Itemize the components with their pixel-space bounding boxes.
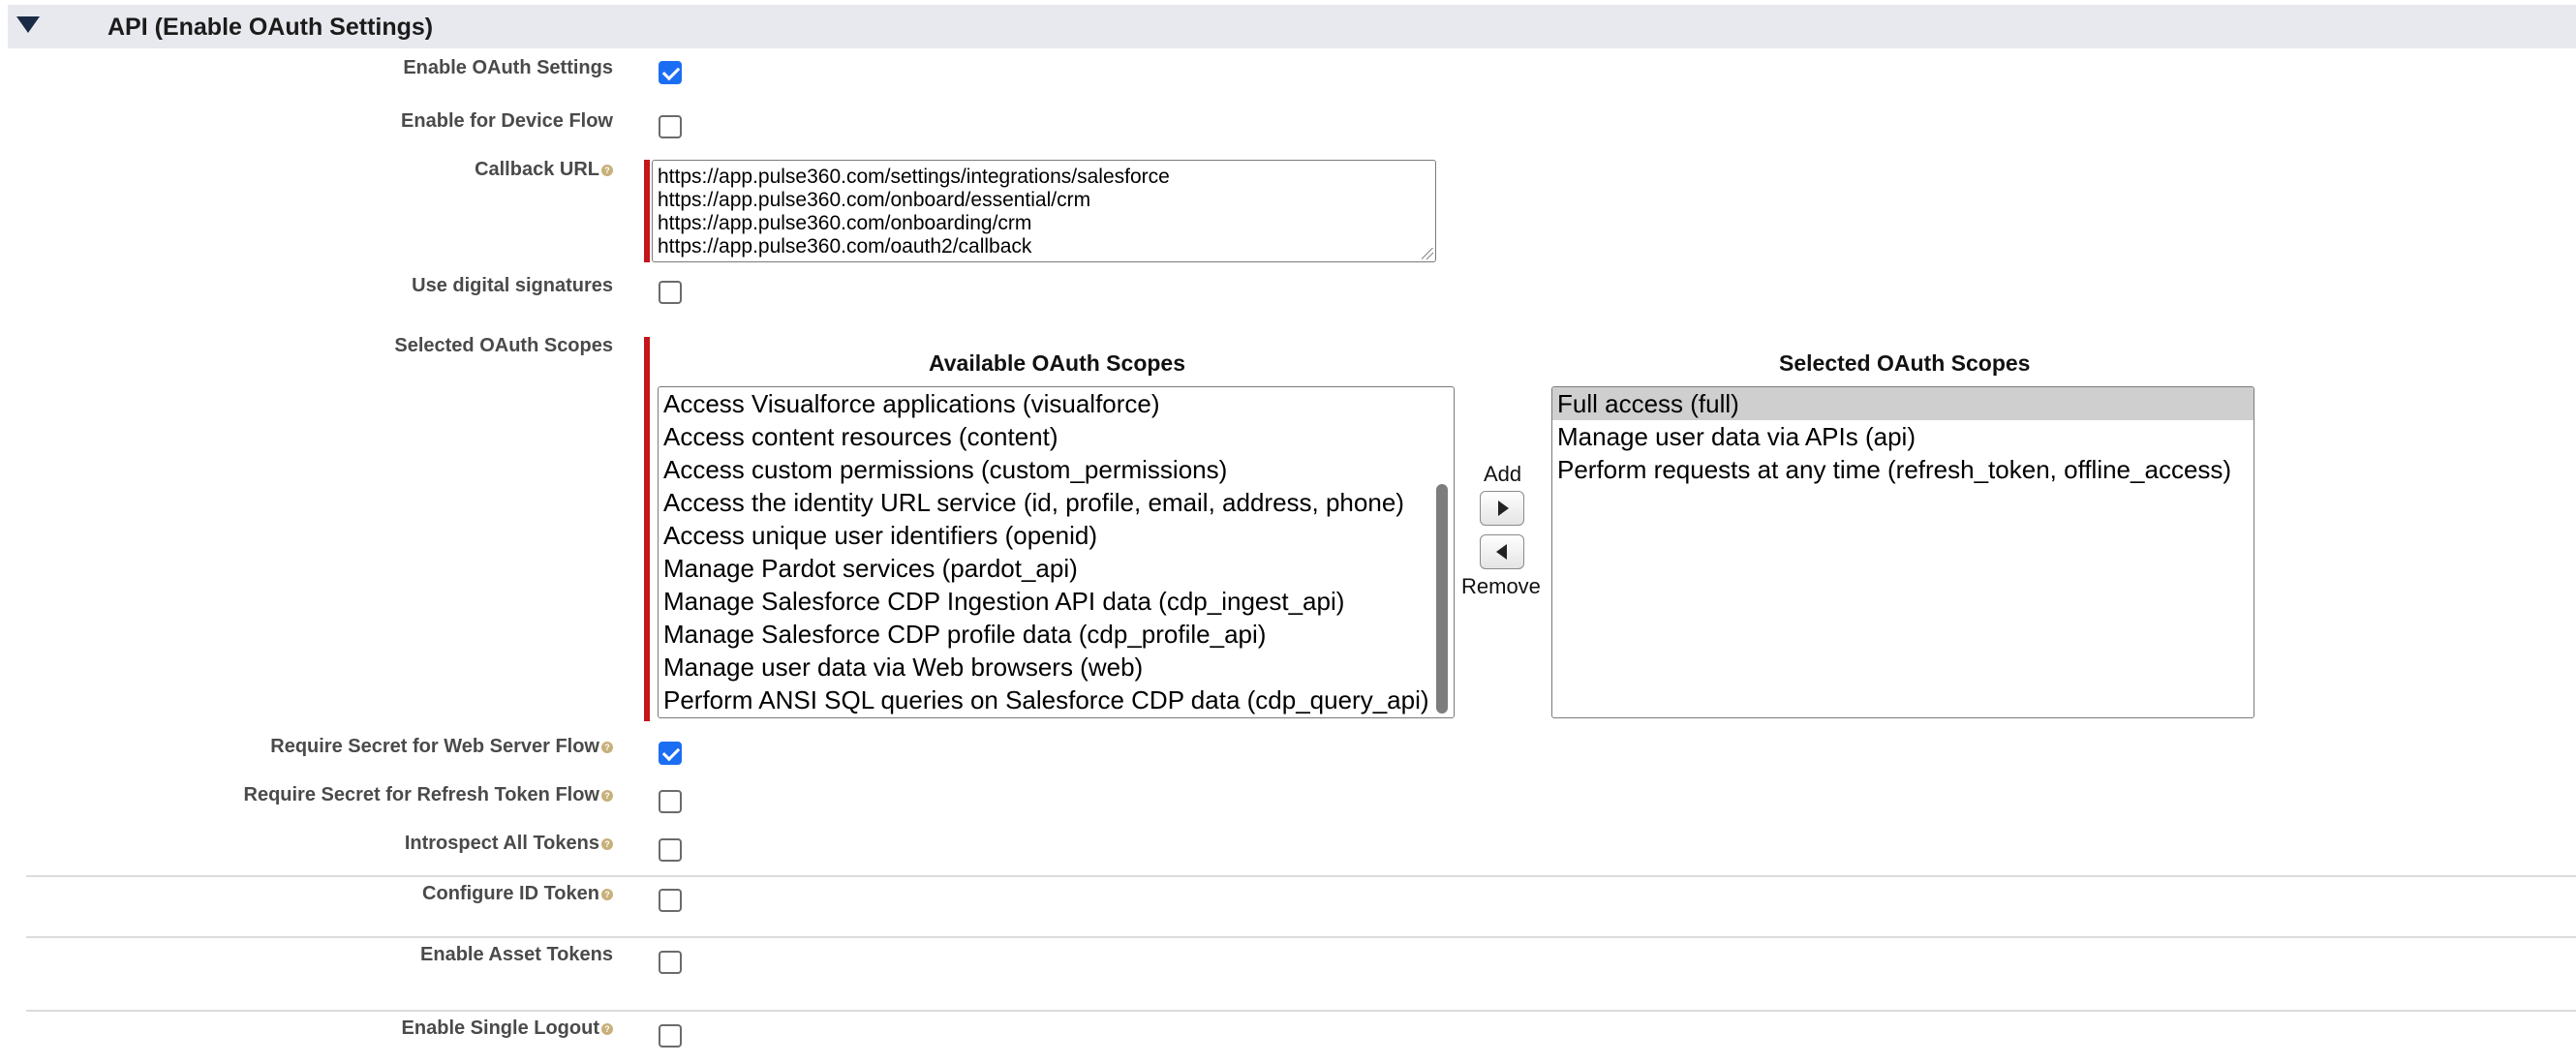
help-icon[interactable]: ? <box>601 790 613 802</box>
introspect-label: Introspect All Tokens <box>404 833 599 854</box>
selected-scope-option[interactable]: Perform requests at any time (refresh_token, offline_access) <box>1557 455 2232 484</box>
arrow-right-icon <box>1498 501 1509 516</box>
id-token-checkbox[interactable] <box>659 889 682 912</box>
selected-scopes-list[interactable] <box>1551 386 2254 718</box>
available-scope-option[interactable]: Manage Salesforce CDP profile data (cdp_profile_api) <box>663 620 1267 649</box>
help-icon[interactable]: ? <box>601 165 613 176</box>
digital-signatures-label: Use digital signatures <box>412 275 613 296</box>
divider <box>26 875 2576 877</box>
secret-web-server-checkbox[interactable] <box>659 742 682 765</box>
available-scope-option[interactable]: Access content resources (content) <box>663 422 1058 451</box>
selected-scopes-title: Selected OAuth Scopes <box>1779 350 2031 376</box>
remove-scope-button[interactable] <box>1480 534 1524 569</box>
selected-scope-option[interactable]: Full access (full) <box>1552 387 2254 420</box>
secret-refresh-label-row <box>244 784 614 806</box>
divider <box>26 936 2576 938</box>
required-indicator <box>644 160 650 262</box>
available-scope-option[interactable]: Access unique user identifiers (openid) <box>663 521 1098 550</box>
available-scope-option[interactable]: Perform ANSI SQL queries on Salesforce CDP data (cdp_query_api) <box>663 685 1429 714</box>
section-title: API (Enable OAuth Settings) <box>107 14 434 41</box>
secret-web-server-label-row <box>270 736 613 758</box>
callback-url-line: https://app.pulse360.com/onboard/essential/crm <box>658 189 1091 211</box>
secret-refresh-label: Require Secret for Refresh Token Flow <box>243 784 599 805</box>
single-logout-checkbox[interactable] <box>659 1024 682 1048</box>
callback-url-line: https://app.pulse360.com/oauth2/callback <box>658 235 1032 258</box>
available-scopes-title: Available OAuth Scopes <box>929 350 1185 376</box>
add-label: Add <box>1484 462 1522 486</box>
resize-grip-icon[interactable] <box>1422 248 1433 259</box>
asset-tokens-label: Enable Asset Tokens <box>420 944 613 965</box>
callback-url-label: Callback URL <box>475 159 599 180</box>
divider <box>26 1010 2576 1012</box>
oauth-scopes-label: Selected OAuth Scopes <box>394 335 613 356</box>
secret-web-server-label: Require Secret for Web Server Flow <box>270 736 599 757</box>
asset-tokens-checkbox[interactable] <box>659 951 682 974</box>
help-icon[interactable]: ? <box>601 742 613 753</box>
available-scopes-list[interactable] <box>658 386 1455 718</box>
help-icon[interactable]: ? <box>601 889 613 900</box>
callback-url-line: https://app.pulse360.com/onboarding/crm <box>658 212 1032 234</box>
secret-refresh-checkbox[interactable] <box>659 790 682 813</box>
required-indicator <box>644 337 650 721</box>
callback-url-textarea[interactable] <box>652 160 1436 262</box>
single-logout-label-row <box>402 1017 613 1040</box>
available-scope-option[interactable]: Manage Salesforce CDP Ingestion API data (cdp_ingest_api) <box>663 587 1345 616</box>
collapse-triangle-icon[interactable] <box>16 16 40 33</box>
add-scope-button[interactable] <box>1480 491 1524 526</box>
available-scopes-scrollbar[interactable] <box>1436 484 1448 714</box>
help-icon[interactable]: ? <box>601 1023 613 1035</box>
selected-scope-option[interactable]: Manage user data via APIs (api) <box>1557 422 1916 451</box>
enable-oauth-label: Enable OAuth Settings <box>403 57 613 78</box>
introspect-label-row <box>405 833 613 855</box>
remove-label: Remove <box>1461 574 1541 598</box>
available-scope-option[interactable]: Manage Pardot services (pardot_api) <box>663 554 1078 583</box>
available-scope-option[interactable]: Access Visualforce applications (visualforce) <box>663 389 1160 418</box>
id-token-label-row <box>422 883 613 905</box>
section-header <box>8 5 2576 48</box>
device-flow-label: Enable for Device Flow <box>401 110 613 132</box>
id-token-label: Configure ID Token <box>422 883 599 904</box>
single-logout-label: Enable Single Logout <box>401 1017 599 1039</box>
digital-signatures-checkbox[interactable] <box>659 281 682 304</box>
callback-url-label-row <box>475 159 613 181</box>
help-icon[interactable]: ? <box>601 838 613 850</box>
enable-oauth-checkbox[interactable] <box>659 61 682 84</box>
available-scope-option[interactable]: Manage user data via Web browsers (web) <box>663 653 1144 682</box>
callback-url-line: https://app.pulse360.com/settings/integrations/salesforce <box>658 166 1170 188</box>
available-scope-option[interactable]: Access custom permissions (custom_permissions) <box>663 455 1228 484</box>
available-scope-option[interactable]: Access the identity URL service (id, profile, email, address, phone) <box>663 488 1404 517</box>
device-flow-checkbox[interactable] <box>659 115 682 138</box>
introspect-checkbox[interactable] <box>659 838 682 862</box>
arrow-left-icon <box>1496 544 1507 560</box>
